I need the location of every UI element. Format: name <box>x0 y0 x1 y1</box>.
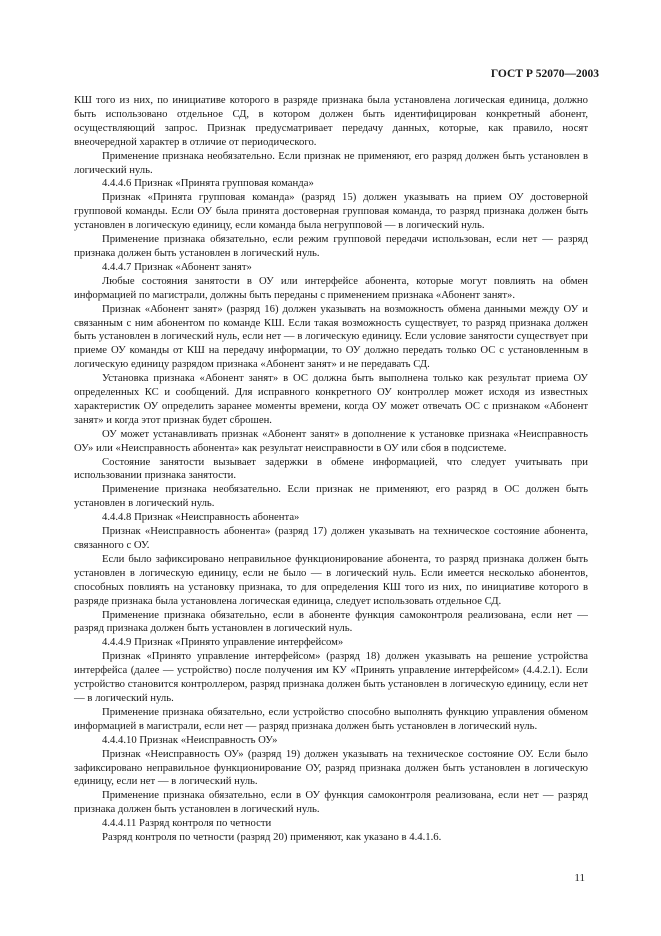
paragraph: Признак «Неисправность ОУ» (разряд 19) должен указывать на техническое состояние ОУ. Если было зафиксировано неправильное функционирование ОУ, разряд признака должен быть установлен в логическую единицу, если нет — в логический нуль. <box>74 747 588 788</box>
section-heading: 4.4.4.8 Признак «Неисправность абонента» <box>102 511 300 524</box>
section-heading: 4.4.4.11 Разряд контроля по четности <box>102 817 272 830</box>
paragraph: Признак «Неисправность абонента» (разряд 17) должен указывать на техническое состояние абонента, связанного с ОУ. <box>74 525 588 551</box>
section-heading: 4.4.4.6 Признак «Принята групповая команда» <box>102 177 314 190</box>
paragraph: Применение признака обязательно, если в абоненте функция самоконтроля реализована, если нет — разряд признака должен быть установлен в логический нуль. <box>74 608 588 635</box>
paragraph: Состояние занятости вызывает задержки в обмене информацией, что следует учитывать при использовании признака занятости. <box>74 455 588 482</box>
section-heading: 4.4.4.7 Признак «Абонент занят» <box>102 260 252 273</box>
paragraph: Разряд контроля по четности (разряд 20) применяют, как указано в 4.4.1.6. <box>102 831 442 844</box>
paragraph: Применение признака необязательно. Если признак не применяют, его разряд должен быть установлен в логический нуль. <box>74 149 588 176</box>
paragraph: Любые состояния занятости в ОУ или интерфейсе абонента, которые могут повлиять на обмен информацией по магистрали, должны быть переданы с применением признака «Абонент занят». <box>74 274 588 301</box>
page-header-standard: ГОСТ Р 52070—2003 <box>490 68 599 80</box>
paragraph: Применение признака обязательно, если в ОУ функция самоконтроля реализована, если нет — разряд признака должен быть установлен в логический нуль. <box>74 789 588 816</box>
page-number: 11 <box>574 872 585 884</box>
paragraph: Применение признака обязательно, если устройство способно выполнять функцию управления обменом информацией в магистрали, если нет — разряд признака должен быть установлен в логический нуль. <box>74 705 588 732</box>
paragraph: Признак «Принята групповая команда» (разряд 15) должен указывать на прием ОУ достоверной групповой команды. Если ОУ была принята достоверная групповая команда, то разряд признака должен быть установлен в логическую единицу, если команда была негрупповой — в логический нуль. <box>74 191 588 232</box>
paragraph: ОУ может устанавливать признак «Абонент занят» в дополнение к установке признака «Неисправность ОУ» или «Неисправность абонента» как результат неисправности в ОУ или сбоя в подсистеме. <box>74 427 588 454</box>
paragraph: Применение признака необязательно. Если признак не применяют, его разряд в ОС должен быть установлен в логический нуль. <box>74 483 588 510</box>
paragraph: Признак «Принято управление интерфейсом» (разряд 18) должен указывать на решение устройства интерфейса (далее — устройство) после получения им КУ «Принять управление интерфейсом» (4.4.2.1). Если устройство становится контроллером, разряд признака должен быть установлен в логическую единицу, если нет — в логический нуль. <box>74 650 588 704</box>
section-heading: 4.4.4.9 Признак «Принято управление интерфейсом» <box>102 636 344 649</box>
paragraph: Если было зафиксировано неправильное функционирование абонента, то разряд признака должен быть установлен в логическую единицу, если не было — в логический нуль. Если имеется несколько абонентов, способных повлиять на установку признака, то для определения КШ того из них, по инициативе которого в разряде признака была установлена логическая единица, следует использовать отдельное СД. <box>74 552 588 607</box>
document-body <box>74 94 588 845</box>
paragraph: Применение признака обязательно, если режим групповой передачи использован, если нет — разряд признака должен быть установлен в логический нуль. <box>74 233 588 259</box>
paragraph: Установка признака «Абонент занят» в ОС должна быть выполнена только как результат приема ОУ определенных КС и сообщений. Для исправного конкретного ОУ контроллер может исходя из известных характеристик ОУ определить заранее моменты времени, когда ОУ может отвечать ОС с признаком «Абонент занят» и когда этот признак будет сброшен. <box>74 372 588 426</box>
section-heading: 4.4.4.10 Признак «Неисправность ОУ» <box>102 733 278 746</box>
paragraph: КШ того из них, по инициативе которого в разряде признака была установлена логическая единица, должно быть использовано отдельное СД, в котором должен быть идентифицирован конкретный абонент, осуществляющий запрос. Признак предусматривает передачу данных, которые, как правило, носят внеочередной характер в отличие от периодического. <box>74 94 588 148</box>
paragraph: Признак «Абонент занят» (разряд 16) должен указывать на возможность обмена данными между ОУ и связанным с ним абонентом по команде КШ. Если такая возможность существует, то разряд признака должен быть установлен в логический нуль, если нет — в логическую единицу. Если условие занятости существует при приеме ОУ команды от КШ на передачу информации, то ОУ должно передать только ОС с установленным в логическую единицу разрядом признака «Абонент занят» и не передавать СД. <box>74 302 588 371</box>
